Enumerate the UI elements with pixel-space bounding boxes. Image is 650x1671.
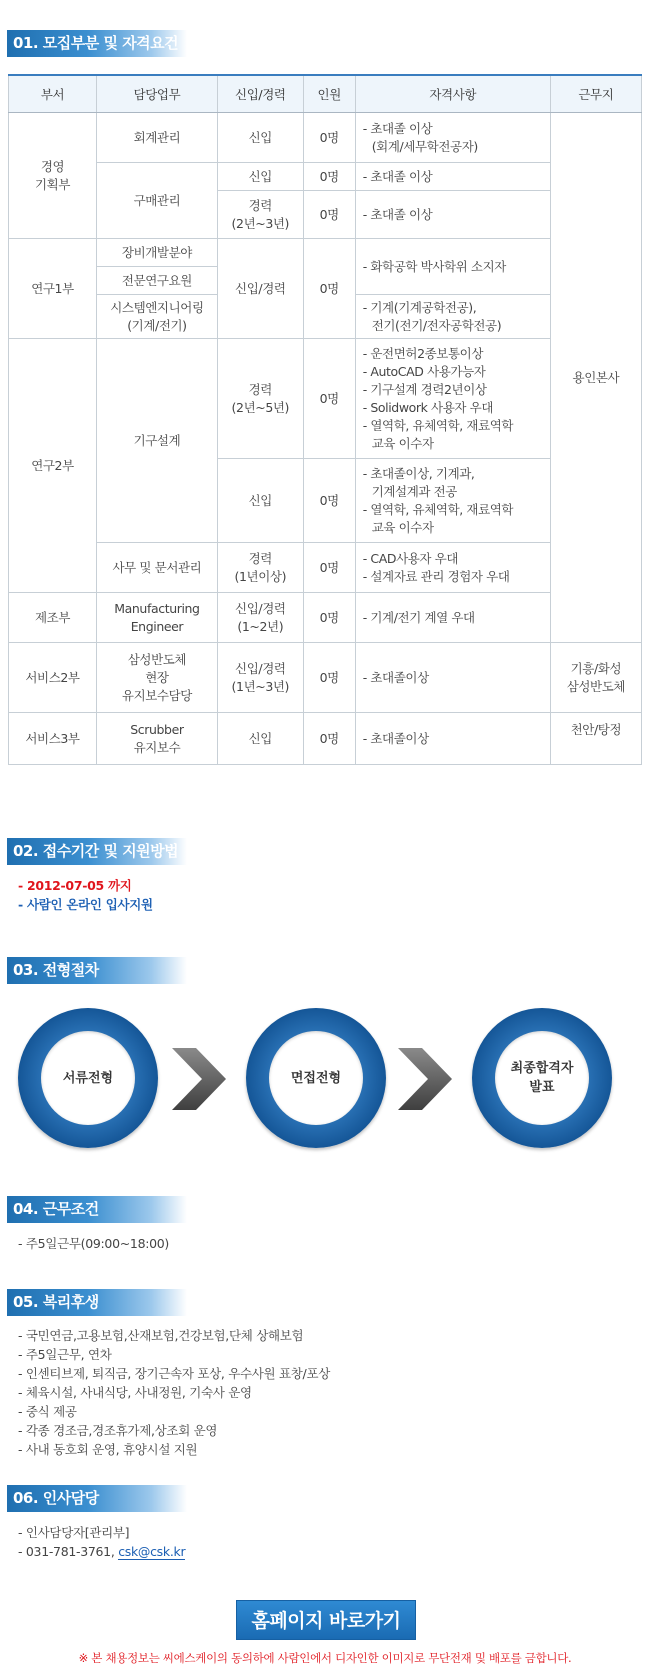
qual-line: - AutoCAD 사용가능자 [362, 363, 486, 379]
task-line: Engineer [130, 618, 184, 634]
list-item: - 사내 동호회 운영, 휴양시설 지원 [18, 1442, 198, 1457]
type-line: 경력 [248, 381, 272, 397]
hr-phone-line [18, 1542, 185, 1561]
task-cell: 장비개발분야 [97, 239, 218, 267]
table-row [9, 239, 642, 267]
count-cell: 0명 [303, 113, 355, 163]
header-location: 근무지 [550, 75, 641, 113]
qual-cell: - 초대졸 이상 [355, 163, 550, 191]
qual-line: - 열역학, 유체역학, 재료역학 [362, 417, 514, 433]
dept-label: 기획부 [34, 176, 71, 192]
qual-line: - 초대졸이상, 기계과, [362, 465, 475, 481]
benefits-list [18, 1326, 330, 1459]
table-row [9, 339, 642, 459]
count-cell: 0명 [303, 543, 355, 593]
dept-cell: 서비스3부 [9, 713, 97, 765]
qual-cell: - 초대졸이상 [355, 713, 550, 765]
list-item: - 주5일근무(09:00~18:00) [18, 1236, 170, 1251]
deadline-text: - 2012-07-05 까지 [18, 878, 132, 893]
chevron-right-icon [170, 1048, 228, 1110]
type-cell: 신입 [217, 459, 303, 543]
task-cell: 사무 및 문서관리 [97, 543, 218, 593]
type-cell: 신입/경력 [217, 239, 303, 339]
task-cell [97, 295, 218, 339]
section-title-hr-contact: 06. 인사담당 [7, 1485, 187, 1512]
section-title-benefits: 05. 복리후생 [7, 1289, 187, 1316]
qual-cell [355, 339, 550, 459]
type-cell: 신입 [217, 713, 303, 765]
type-cell [217, 643, 303, 713]
dept-label: 경영 [40, 158, 65, 174]
table-header-row [9, 75, 642, 113]
qual-line: - 열역학, 유체역학, 재료역학 [362, 501, 514, 517]
table-row [9, 713, 642, 765]
count-cell: 0명 [303, 339, 355, 459]
list-item: - 국민연금,고용보험,산재보험,건강보험,단체 상해보험 [18, 1328, 304, 1343]
task-line: 유지보수 [133, 739, 181, 755]
section-title-process: 03. 전형절차 [7, 957, 187, 984]
qual-line: (회계/세무학전공자) [371, 138, 478, 154]
header-type: 신입/경력 [217, 75, 303, 113]
type-line: 경력 [248, 197, 272, 213]
table-row [9, 643, 642, 713]
task-cell: 회계관리 [97, 113, 218, 163]
qual-line: - 초대졸 이상 [362, 120, 433, 136]
type-cell [217, 593, 303, 643]
process-step-line: 발표 [529, 1080, 555, 1095]
homepage-button[interactable]: 홈페이지 바로가기 [236, 1600, 416, 1640]
process-step-1 [18, 1008, 158, 1148]
section-title-recruitment: 01. 모집부분 및 자격요건 [7, 30, 187, 57]
task-cell [97, 713, 218, 765]
qual-cell [355, 543, 550, 593]
type-cell [217, 339, 303, 459]
header-task: 담당업무 [97, 75, 218, 113]
count-cell: 0명 [303, 459, 355, 543]
dept-cell: 연구2부 [9, 339, 97, 593]
type-cell: 신입 [217, 163, 303, 191]
process-step-3 [472, 1008, 612, 1148]
type-line: 신입/경력 [235, 600, 286, 616]
process-step-line: 최종합격자 [510, 1061, 574, 1076]
work-conditions-list [18, 1234, 169, 1253]
list-item: - 중식 제공 [18, 1404, 77, 1419]
count-cell: 0명 [303, 593, 355, 643]
process-step-label: 서류전형 [41, 1031, 135, 1125]
qual-line: - 설계자료 관리 경험자 우대 [362, 568, 510, 584]
list-item: - 체육시설, 사내식당, 사내정원, 기숙사 운영 [18, 1385, 252, 1400]
dept-cell: 제조부 [9, 593, 97, 643]
location-cell: 천안/탕정 [550, 713, 641, 765]
count-cell: 0명 [303, 163, 355, 191]
hr-phone: - 031-781-3761, [18, 1544, 119, 1559]
type-line: (2년~5년) [231, 399, 290, 415]
qual-line: - CAD사용자 우대 [362, 550, 459, 566]
task-cell: 전문연구요원 [97, 267, 218, 295]
task-cell: 기구설계 [97, 339, 218, 543]
task-line: 현장 [145, 669, 169, 685]
table-row [9, 163, 642, 191]
header-dept: 부서 [9, 75, 97, 113]
table-row [9, 593, 642, 643]
header-count: 인원 [303, 75, 355, 113]
qual-line: - 운전면허2종보통이상 [362, 345, 483, 361]
location-cell [550, 643, 641, 713]
count-cell: 0명 [303, 713, 355, 765]
qual-line: 교육 이수자 [371, 519, 434, 535]
qual-cell [355, 459, 550, 543]
list-item: - 각종 경조금,경조휴가제,상조회 운영 [18, 1423, 218, 1438]
location-line: 기흥/화성 [570, 660, 622, 676]
list-item: - 인센티브제, 퇴직금, 장기근속자 포상, 우수사원 표창/포상 [18, 1366, 331, 1381]
task-line: 유지보수담당 [121, 687, 192, 703]
count-cell: 0명 [303, 191, 355, 239]
table-row [9, 543, 642, 593]
qual-cell [355, 295, 550, 339]
chevron-right-icon [396, 1048, 454, 1110]
qual-cell: - 화학공학 박사학위 소지자 [355, 239, 550, 295]
task-cell [97, 593, 218, 643]
process-step-label [495, 1031, 589, 1125]
table-row [9, 113, 642, 163]
type-cell [217, 543, 303, 593]
process-step-2 [246, 1008, 386, 1148]
qual-line: - 기구설계 경력2년이상 [362, 381, 487, 397]
type-line: (2년~3년) [231, 215, 290, 231]
qual-cell: - 기계/전기 계열 우대 [355, 593, 550, 643]
type-line: 경력 [248, 550, 272, 566]
qual-line: - Solidwork 사용자 우대 [362, 399, 494, 415]
location-line: 삼성반도체 [566, 678, 626, 694]
task-line: Manufacturing [114, 600, 200, 616]
application-info [18, 876, 153, 914]
hr-department: - 인사담당자[관리부] [18, 1525, 130, 1540]
list-item: - 주5일근무, 연차 [18, 1347, 112, 1362]
type-line: (1년~3년) [231, 678, 290, 694]
task-line: 시스템엔지니어링 [110, 299, 204, 315]
type-cell [217, 191, 303, 239]
qual-cell [355, 113, 550, 163]
type-line: (1년이상) [234, 568, 287, 584]
qual-line: 전기(전기/전자공학전공) [371, 317, 502, 333]
header-qualification: 자격사항 [355, 75, 550, 113]
process-step-label: 면접전형 [269, 1031, 363, 1125]
hr-email-link[interactable]: csk@csk.kr [118, 1544, 186, 1559]
type-cell: 신입 [217, 113, 303, 163]
count-cell: 0명 [303, 239, 355, 339]
task-cell: 구매관리 [97, 163, 218, 239]
task-cell [97, 643, 218, 713]
qual-line: - 기계(기계공학전공), [362, 299, 477, 315]
hr-contact-info [18, 1523, 185, 1561]
type-line: 신입/경력 [235, 660, 286, 676]
copyright-notice: ※ 본 채용정보는 씨에스케이의 동의하에 사람인에서 디자인한 이미지로 무단전재 및 배포를 금합니다. [78, 1651, 572, 1665]
section-title-application: 02. 접수기간 및 지원방법 [7, 838, 187, 865]
dept-cell [9, 113, 97, 239]
task-line: (기계/전기) [127, 317, 187, 333]
count-cell: 0명 [303, 643, 355, 713]
task-line: Scrubber [130, 721, 184, 737]
type-line: (1~2년) [237, 618, 284, 634]
qual-cell: - 초대졸 이상 [355, 191, 550, 239]
task-line: 삼성반도체 [127, 651, 187, 667]
qual-line: 기계설계과 전공 [371, 483, 457, 499]
section-title-work-conditions: 04. 근무조건 [7, 1196, 187, 1223]
dept-cell: 서비스2부 [9, 643, 97, 713]
qual-cell: - 초대졸이상 [355, 643, 550, 713]
dept-cell: 연구1부 [9, 239, 97, 339]
qual-line: 교육 이수자 [371, 435, 434, 451]
apply-method-text: - 사람인 온라인 입사지원 [18, 897, 153, 912]
recruitment-table [8, 74, 642, 765]
location-cell: 용인본사 [550, 113, 641, 643]
process-flow [0, 1005, 650, 1150]
